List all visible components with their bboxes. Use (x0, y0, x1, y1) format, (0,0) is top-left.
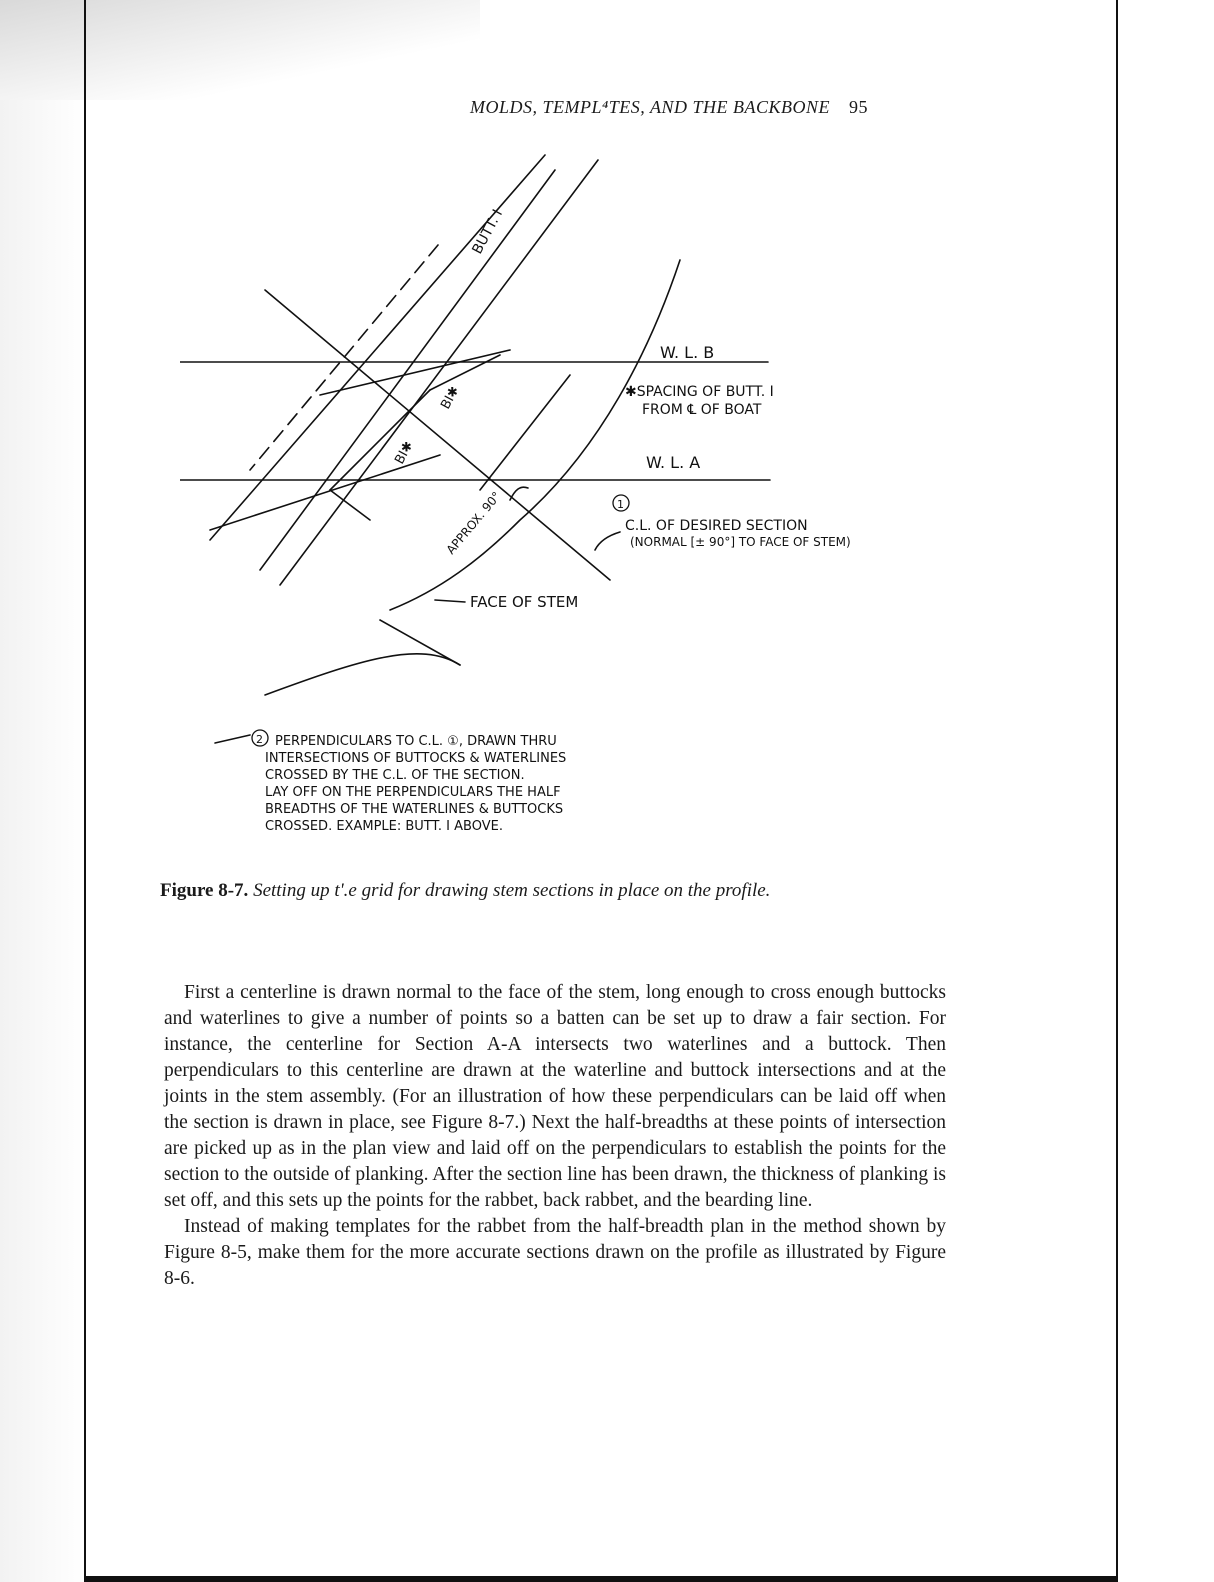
buttock-line-4 (250, 245, 438, 470)
scan-edge-left (0, 0, 84, 1582)
note-line-6: CROSSED. EXAMPLE: BUTT. I ABOVE. (265, 819, 503, 834)
buttock-line-5 (480, 375, 570, 490)
buttock-line-3 (280, 160, 598, 585)
figure-8-7 (180, 140, 960, 860)
perpendicular-3 (330, 490, 370, 520)
caption-label: Figure 8-7. (160, 880, 249, 901)
lower-stem-line (380, 620, 460, 665)
page-number: 95 (848, 97, 868, 117)
label-centerline-2: (NORMAL [± 90°] TO FACE OF STEM) (630, 535, 851, 549)
label-face-of-stem: FACE OF STEM (470, 593, 579, 611)
label-approx: APPROX. 90° (443, 489, 504, 557)
keel-line (265, 654, 460, 695)
leader-section (595, 532, 620, 550)
page-border-left (84, 0, 86, 1582)
note-line-1: PERPENDICULARS TO C.L. ①, DRAWN THRU (275, 734, 557, 749)
paragraph-2: Instead of making templates for the rabbet from the half-breadth plan in the method shown by Figure 8-5, make them for the more accurate sections drawn on the profile as illustrated by Figure 8-6. (164, 1216, 946, 1289)
body-text (164, 980, 946, 1292)
paragraph-1: First a centerline is drawn normal to the face of the stem, long enough to cross enough buttocks and waterlines to give a number of points so a batten can be set up to draw a fair section. For instance, the centerline for Section A-A intersects two waterlines and a buttock. Then perpendiculars to this centerline are drawn at the waterline and buttock intersections and at the joints in the stem assembly. (For an illustration of how these perpendiculars can be laid off when the section is drawn in place, see Figure 8-7.) Next the half-breadths at these points of intersection are picked up as in the plan view and laid off on the perpendiculars to establish the points for the section to the outside of planking. After the section line has been drawn, the thickness of planking is set off, and this sets up the points for the rabbet, back rabbet, and the bearding line. (164, 982, 946, 1211)
label-b1-upper: BI✱ (438, 383, 463, 412)
running-head (470, 97, 950, 118)
label-centerline-1: C.L. OF DESIRED SECTION (625, 518, 808, 534)
label-b1-lower: BI✱ (392, 438, 417, 467)
label-spacing-2: FROM ℄ OF BOAT (642, 402, 762, 418)
label-circle-1: 1 (617, 498, 624, 511)
caption-text: Setting up t'.e grid for drawing stem sections in place on the profile. (253, 880, 771, 901)
figure-caption (160, 880, 960, 902)
leader-face-of-stem (435, 600, 465, 602)
note-line-3: CROSSED BY THE C.L. OF THE SECTION. (265, 768, 525, 783)
buttock-line-2 (260, 170, 555, 570)
face-of-stem-curve (390, 260, 680, 610)
label-buttock: BUTT. I (469, 206, 507, 257)
label-spacing-1: ✱SPACING OF BUTT. I (625, 384, 774, 400)
label-waterline-b: W. L. B (660, 343, 715, 362)
perpendicular-1 (320, 350, 510, 395)
running-head-title: MOLDS, TEMPL⁴TES, AND THE BACKBONE (470, 97, 830, 117)
figure-drawing (180, 140, 960, 860)
page-border-right (1116, 0, 1118, 1582)
note-line-2: INTERSECTIONS OF BUTTOCKS & WATERLINES (265, 751, 567, 766)
page-border-bottom (84, 1576, 1118, 1582)
label-circle-2: 2 (256, 733, 263, 746)
leader-note (215, 735, 250, 743)
note-line-4: LAY OFF ON THE PERPENDICULARS THE HALF (265, 785, 561, 800)
note-line-5: BREADTHS OF THE WATERLINES & BUTTOCKS (265, 802, 564, 817)
scan-edge-top (0, 0, 480, 100)
label-waterline-a: W. L. A (646, 453, 701, 472)
